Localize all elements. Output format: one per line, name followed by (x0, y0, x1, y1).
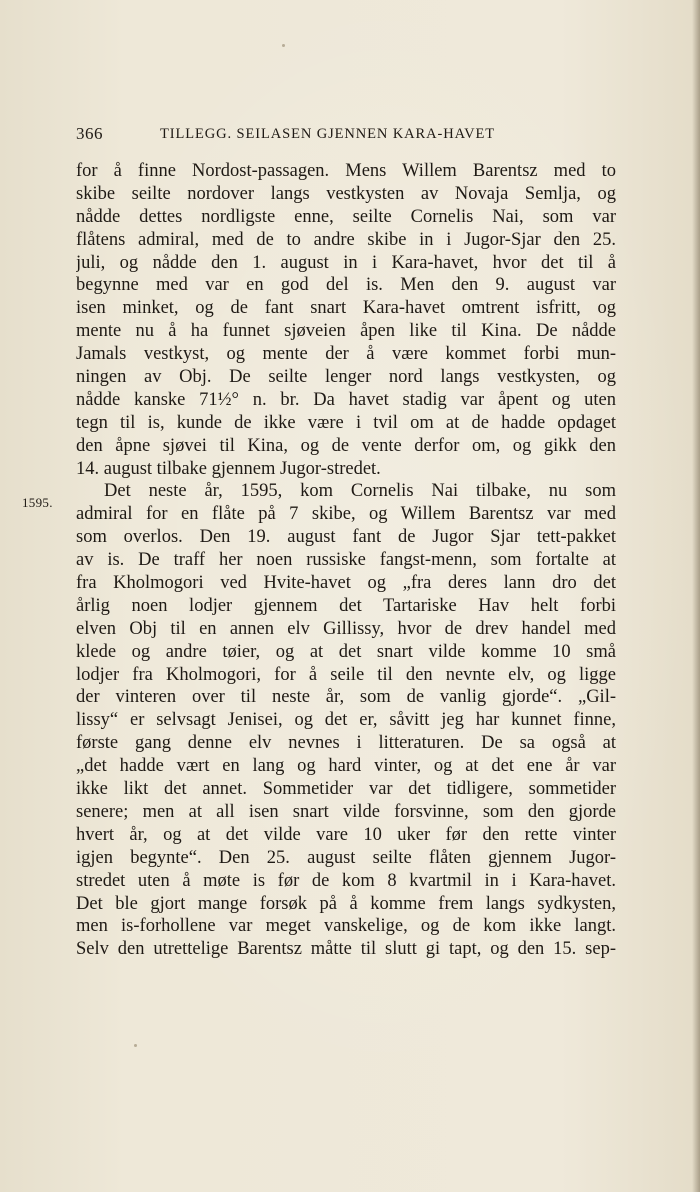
text-line: der vinteren over til neste år, som de vanlig gjorde“. „Gil- (76, 687, 616, 708)
text-line: hvert år, og at det vilde vare 10 uker før den rette vinter (76, 824, 616, 845)
text-line: fra Kholmogori ved Hvite-havet og „fra deres lann dro det (76, 573, 616, 594)
text-line: klede og andre tøier, og at det snart vilde komme 10 små (76, 641, 616, 662)
text-line: tegn til is, kunde de ikke være i tvil om at de hadde opdaget (76, 412, 616, 433)
text-line: Det ble gjort mange forsøk på å komme frem langs sydkysten, (76, 893, 616, 914)
text-line: flåtens admiral, med de to andre skibe in i Jugor-Sjar den 25. (76, 229, 616, 250)
text-line: igjen begynte“. Den 25. august seilte flåten gjennem Jugor- (76, 847, 616, 868)
text-line: ikke likt det annet. Sommetider var det tidligere, sommetider (76, 779, 616, 800)
text-line: Selv den utrettelige Barentsz måtte til slutt gi tapt, og den 15. sep- (76, 939, 616, 960)
text-line: senere; men at all isen snart vilde forsvinne, som den gjorde (76, 801, 616, 822)
text-line: elven Obj til en annen elv Gillissy, hvor de drev handel med (76, 618, 616, 639)
margin-note-year: 1595. (22, 495, 53, 510)
text-line: ningen av Obj. De seilte lenger nord langs vestkysten, og (76, 367, 616, 388)
text-line: isen minket, og de fant snart Kara-havet omtrent isfritt, og (76, 298, 616, 319)
text-line: nådde dettes nordligste enne, seilte Cornelis Nai, som var (76, 206, 616, 227)
page-header (76, 122, 616, 146)
paper-speck (134, 1044, 137, 1047)
text-line: årlig noen lodjer gjennem det Tartariske Hav helt forbi (76, 595, 616, 616)
text-line: som overlos. Den 19. august fant de Jugor Sjar tett-pakket (76, 527, 616, 548)
text-line: første gang denne elv nevnes i litteraturen. De sa også at (76, 733, 616, 754)
text-line: mente nu å ha funnet sjøveien åpen like til Kina. De nådde (76, 321, 616, 342)
text-line: 14. august tilbake gjennem Jugor-stredet. (76, 458, 381, 479)
text-line: av is. De traff her noen russiske fangst-menn, som fortalte at (76, 550, 616, 571)
running-head: TILLEGG. SEILASEN GJENNEN KARA-HAVET (160, 126, 495, 142)
paragraph-start-line: Det neste år, 1595, kom Cornelis Nai tilbake, nu som (104, 481, 616, 502)
text-line: admiral for en flåte på 7 skibe, og Willem Barentsz var med (76, 504, 616, 525)
text-line: den åpne sjøvei til Kina, og de vente derfor om, og gikk den (76, 435, 616, 456)
text-line: lodjer fra Kholmogori, for å seile til den nevnte elv, og ligge (76, 664, 616, 685)
text-line: Jamals vestkyst, og mente der å være kommet forbi mun- (76, 344, 616, 365)
text-line: nådde kanske 71½° n. br. Da havet stadig var åpent og uten (76, 389, 616, 410)
text-line: juli, og nådde den 1. august in i Kara-havet, hvor det til å (76, 252, 616, 273)
body-text (76, 160, 616, 961)
text-line: men is-forhollene var meget vanskelige, og de kom ikke langt. (76, 916, 616, 937)
text-line: „det hadde vært en lang og hard vinter, og at det ene år var (76, 756, 616, 777)
text-line: lissy“ er selvsagt Jenisei, og det er, såvitt jeg har kunnet finne, (76, 710, 616, 731)
text-line: begynne med var en god del is. Men den 9. august var (76, 275, 616, 296)
text-line: stredet uten å møte is før de kom 8 kvartmil in i Kara-havet. (76, 870, 616, 891)
page-edge-shadow (692, 0, 700, 1192)
paper-speck (282, 44, 285, 47)
text-line: skibe seilte nordover langs vestkysten av Novaja Semlja, og (76, 183, 616, 204)
text-line: for å finne Nordost-passagen. Mens Willem Barentsz med to (76, 161, 616, 181)
page-number: 366 (76, 124, 103, 143)
